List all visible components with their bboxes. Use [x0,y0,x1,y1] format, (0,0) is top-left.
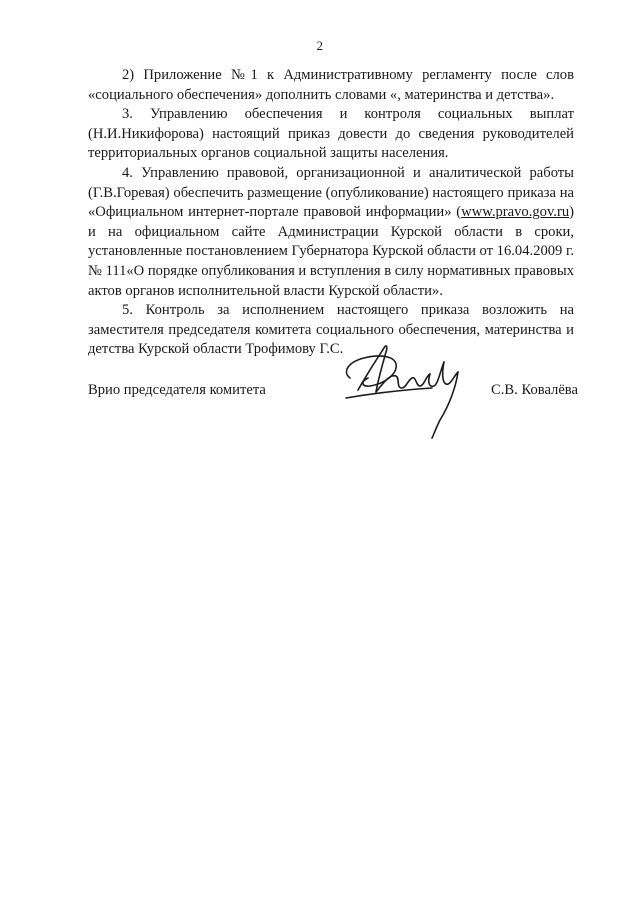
paragraph-2: 2) Приложение №1 к Административному регламенту после слов «социального обеспечения» дополнить словами «, материнства и детства». [88,67,574,103]
signer-name: С.В. Ковалёва [491,382,578,398]
signature-block [88,382,578,402]
paragraph-4-text-start: 4. Управлению правовой, организационной и аналитической работы (Г.В.Горевая) обеспечить размещение (опубликование) настоящего приказа на «Официальном интернет-портале правовой информации» ( [88,164,574,221]
paragraph-4 [88,164,574,301]
pravo-gov-link[interactable]: www.pravo.gov.ru [461,204,570,221]
page-number: 2 [316,38,324,53]
signer-position: Врио председателя комитета [88,382,266,398]
paragraph-5: 5. Контроль за исполнением настоящего приказа возложить на заместителя председателя комитета социального обеспечения, материнства и детства Курской области Трофимову Г.С. [88,302,574,358]
paragraph-4-text-end: ) и на официальном сайте Администрации Курской области в сроки, установленные постановлением Губернатора Курской области от 16.04.2009 г. № 111«О порядке опубликования и вступления в силу нормативных правовых актов органов исполнительной власти Курской области». [88,204,574,299]
handwritten-signature [340,336,480,440]
paragraph-3: 3. Управлению обеспечения и контроля социальных выплат (Н.И.Никифорова) настоящий приказ довести до сведения руководителей территориальных органов социальной защиты населения. [88,106,574,162]
document-body [88,66,574,360]
